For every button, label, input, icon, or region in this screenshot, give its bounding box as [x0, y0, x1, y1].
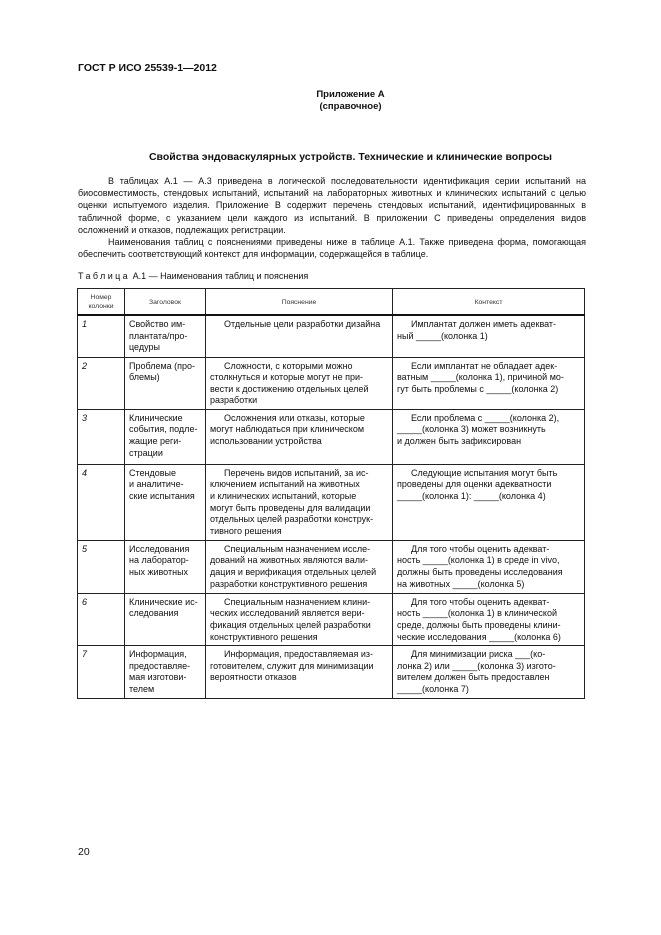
column-header-number: Номер колонки: [78, 289, 125, 316]
column-header-explanation: Пояснение: [206, 289, 393, 316]
table-header-row: [78, 289, 585, 316]
section-title: Свойства эндоваскулярных устройств. Технические и клинические вопросы: [148, 151, 553, 163]
appendix-heading: [0, 89, 661, 113]
paragraph: В таблицах А.1 — А.3 приведена в логической последовательности идентификация серии испытаний на биосовместимость, стендовых испытаний, испытаний на лабораторных животных и клинических испытаний с целью оценки испытуемого изделия. Приложение В содержит перечень стендовых испытаний, идентифицированных в табличной форме, с указанием цели каждого из испытаний. В приложении С приведены определения видов осложнений и отказов, подлежащих регистрации.: [78, 176, 586, 235]
cell-exp: Перечень видов испытаний, за ис- ключением испытаний на животных и клинических испытаний, которые могут быть проведены для валидации отдельных целей разработки конструк- тивного решения: [206, 464, 393, 540]
cell-num: 7: [78, 646, 125, 698]
cell-ctx: Имплантат должен иметь адекват- ный _____(колонка 1): [393, 315, 585, 357]
cell-exp: Осложнения или отказы, которые могут наблюдаться при клиническом использовании устройства: [206, 409, 393, 464]
cell-head: Проблема (про- блемы): [125, 357, 206, 409]
cell-num: 6: [78, 593, 125, 645]
table-row: [78, 540, 585, 593]
cell-num: 1: [78, 315, 125, 357]
cell-num: 4: [78, 464, 125, 540]
table-a1: [77, 288, 585, 699]
cell-ctx: Если проблема с _____(колонка 2), _____(колонка 3) может возникнуть и должен быть зафиксирован: [393, 409, 585, 464]
column-header-title: Заголовок: [125, 289, 206, 316]
cell-head: Исследования на лаборатор- ных животных: [125, 540, 206, 593]
table-row: [78, 315, 585, 357]
table-row: [78, 357, 585, 409]
cell-exp: Специальным назначением иссле- дований на животных являются вали- дация и верификация отдельных целей разработки конструктивного решения: [206, 540, 393, 593]
cell-num: 3: [78, 409, 125, 464]
cell-head: Клинические события, подле- жащие реги- страции: [125, 409, 206, 464]
cell-head: Свойство им- плантата/про- цедуры: [125, 315, 206, 357]
cell-exp: Отдельные цели разработки дизайна: [206, 315, 393, 357]
table-caption-label: Таблица: [78, 271, 131, 281]
cell-head: Клинические ис- следования: [125, 593, 206, 645]
cell-exp: Специальным назначением клини- ческих исследований является вери- фикация отдельных целей разработки конструктивного решения: [206, 593, 393, 645]
paragraph: Наименования таблиц с пояснениями приведены ниже в таблице А.1. Также приведена форма, помогающая обеспечить соответствующий контекст для информации, содержащейся в таблице.: [78, 237, 586, 260]
cell-ctx: Для того чтобы оценить адекват- ность _____(колонка 1) в среде in vivo, должны быть проведены исследования на животных _____(колонка 5): [393, 540, 585, 593]
standard-number: ГОСТ Р ИСО 25539-1—2012: [78, 62, 217, 74]
cell-num: 5: [78, 540, 125, 593]
cell-head: Стендовые и аналитиче- ские испытания: [125, 464, 206, 540]
cell-exp: Информация, предоставляемая из- готовителем, служит для минимизации вероятности отказов: [206, 646, 393, 698]
cell-ctx: Для минимизации риска ___(ко- лонка 2) или _____(колонка 3) изгото- вителем должен быть предоставлен _____(колонка 7): [393, 646, 585, 698]
cell-exp: Сложности, с которыми можно столкнуться и которые могут не при- вести к достижению отдельных целей разработки: [206, 357, 393, 409]
column-header-context: Контекст: [393, 289, 585, 316]
cell-ctx: Для того чтобы оценить адекват- ность _____(колонка 1) в клинической среде, должны быть проведены клини- ческие исследования _____(колонка 6): [393, 593, 585, 645]
table-caption-text: А.1 — Наименования таблиц и пояснения: [132, 271, 309, 281]
appendix-title: Приложение А: [316, 89, 385, 100]
cell-ctx: Если имплантат не обладает адек- ватным _____(колонка 1), причиной мо- гут быть проблемы с _____(колонка 2): [393, 357, 585, 409]
table-row: [78, 593, 585, 645]
cell-num: 2: [78, 357, 125, 409]
page-number: 20: [78, 846, 90, 858]
appendix-note: (справочное): [319, 101, 382, 112]
table-row: [78, 646, 585, 698]
table-row: [78, 409, 585, 464]
table-caption: [78, 271, 308, 281]
table-row: [78, 464, 585, 540]
cell-head: Информация, предоставляе- мая изготови- телем: [125, 646, 206, 698]
cell-ctx: Следующие испытания могут быть проведены для оценки адекватности _____(колонка 1): _____(колонка 4): [393, 464, 585, 540]
